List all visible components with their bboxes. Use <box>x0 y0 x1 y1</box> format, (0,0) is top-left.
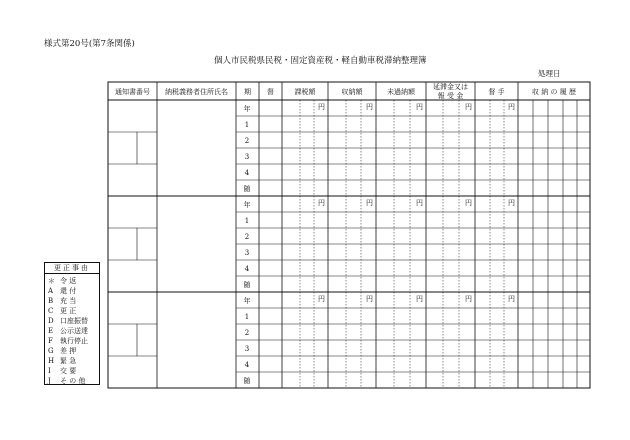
legend-name: 差 押 <box>60 347 77 355</box>
period-label: 4 <box>244 265 250 273</box>
period-label: 2 <box>244 137 250 145</box>
period-label: 年 <box>243 105 251 113</box>
period-label: 年 <box>243 201 251 209</box>
legend-item <box>48 338 96 345</box>
legend-code: I <box>48 367 51 375</box>
yen-mark: 円 <box>318 295 325 303</box>
header-reminder-fee: 督 手 <box>488 88 505 96</box>
legend-title: 更正事由 <box>45 263 99 274</box>
legend-item <box>48 278 96 285</box>
header-late-fee-2: 報 受 金 <box>437 92 464 100</box>
period-label: 1 <box>244 217 250 225</box>
yen-mark: 円 <box>416 103 423 111</box>
legend-name: 充 当 <box>60 297 77 305</box>
legend-item <box>48 328 96 335</box>
legend-item <box>48 298 96 305</box>
period-label: 3 <box>244 345 250 353</box>
legend-item <box>48 348 96 355</box>
legend-code: H <box>48 357 55 365</box>
legend-code: B <box>48 297 54 305</box>
legend-code: D <box>48 317 54 325</box>
header-period: 期 <box>244 88 251 96</box>
period-label: 随 <box>243 185 251 193</box>
legend-name: そ の 他 <box>60 377 86 385</box>
yen-mark: 円 <box>465 199 472 207</box>
legend-name: 執行停止 <box>60 337 88 345</box>
period-label: 4 <box>244 361 250 369</box>
legend-item <box>48 308 96 315</box>
legend-item <box>48 378 96 385</box>
yen-mark: 円 <box>508 199 515 207</box>
legend-name: 令 返 <box>60 277 77 285</box>
header-collected: 収納額 <box>341 88 363 96</box>
legend-item <box>48 288 96 295</box>
yen-mark: 円 <box>465 103 472 111</box>
period-label: 1 <box>244 121 250 129</box>
yen-mark: 円 <box>318 103 325 111</box>
legend-name: 緊 急 <box>60 357 77 365</box>
yen-mark: 円 <box>416 295 423 303</box>
header-notice-no: 通知書番号 <box>115 88 150 96</box>
period-label: 随 <box>243 281 251 289</box>
yen-mark: 円 <box>366 199 373 207</box>
legend-code: G <box>48 347 54 355</box>
header-history: 収 納 の 履 歴 <box>532 88 576 96</box>
period-label: 3 <box>244 153 250 161</box>
period-label: 2 <box>244 329 250 337</box>
period-label: 年 <box>243 297 251 305</box>
legend-name: 還 付 <box>60 287 77 295</box>
legend-code: ＊ <box>48 277 55 285</box>
process-date-label: 処理日 <box>538 69 561 78</box>
yen-mark: 円 <box>416 199 423 207</box>
yen-mark: 円 <box>508 295 515 303</box>
form-number: 様式第20号(第7条関係) <box>44 39 135 49</box>
legend-code: C <box>48 307 54 315</box>
yen-mark: 円 <box>318 199 325 207</box>
header-reminder: 督 <box>267 88 274 96</box>
header-late-fee-1: 延滞金又は <box>433 83 468 91</box>
legend-name: 口座振替 <box>60 317 88 325</box>
legend-name: 更 正 <box>60 307 77 315</box>
yen-mark: 円 <box>366 103 373 111</box>
header-taxpayer: 納税義務者住所氏名 <box>165 88 228 96</box>
yen-mark: 円 <box>465 295 472 303</box>
legend-code: F <box>48 337 53 345</box>
legend-code: E <box>48 327 54 335</box>
correction-reason-legend <box>44 262 100 385</box>
period-label: 4 <box>244 169 250 177</box>
page-title: 個人市民税県民税・固定資産税・軽自動車税滞納整理簿 <box>214 56 427 66</box>
legend-name: 交 要 <box>60 367 77 375</box>
period-label: 3 <box>244 249 250 257</box>
yen-mark: 円 <box>366 295 373 303</box>
legend-item <box>48 318 96 325</box>
legend-item <box>48 358 96 365</box>
header-unpaid: 未過納額 <box>387 88 415 96</box>
legend-item <box>48 368 96 375</box>
period-label: 1 <box>244 313 250 321</box>
header-assessed: 課税額 <box>294 88 316 96</box>
yen-mark: 円 <box>508 103 515 111</box>
legend-code: A <box>48 287 54 295</box>
period-label: 2 <box>244 233 250 241</box>
legend-name: 公示送達 <box>60 327 88 335</box>
period-label: 随 <box>243 377 251 385</box>
legend-code: J <box>48 377 51 385</box>
